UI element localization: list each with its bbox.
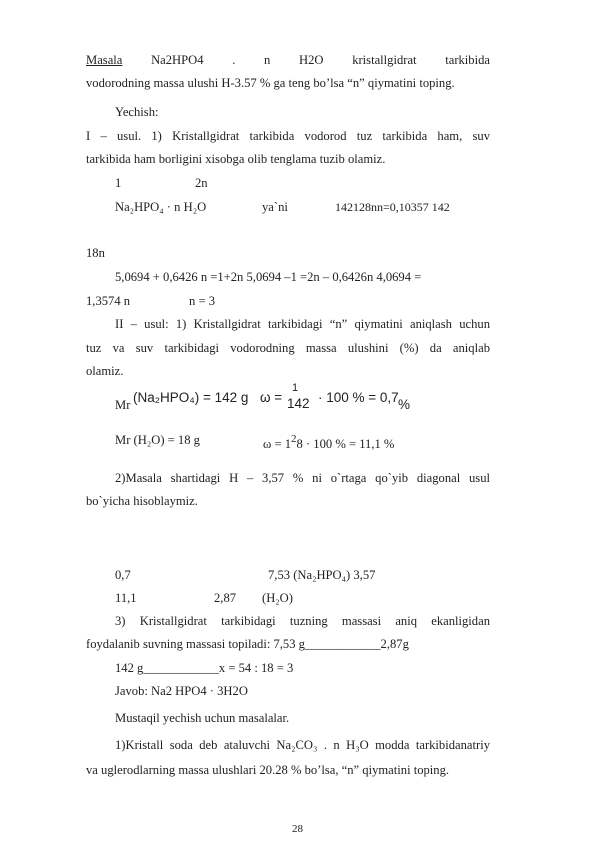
method1-line-2: tarkibida ham borligini xisobga olib tenglama tuzib olamiz. — [86, 152, 386, 166]
mr-prefix: Mr — [115, 398, 131, 412]
omega1-denominator: 142 — [287, 396, 310, 411]
step3-line-2b: 2,87g — [380, 637, 409, 651]
omega2-sup: 2 — [291, 433, 297, 445]
diagonal-right-1: 7,53 (Na₂HPO₄) 3,57 — [268, 568, 376, 582]
proportion-line — [115, 660, 293, 676]
eighteen-n: 18n — [86, 246, 105, 260]
mr-water: Mr (H₂O) = 18 g — [115, 433, 200, 447]
problem-text: Na2HPO4 . n H2O kristallgidrat tarkibida — [151, 53, 490, 67]
solution-heading: Yechish: — [115, 105, 159, 119]
diagonal-right-2: (H₂O) — [262, 591, 293, 605]
answer-line: Javob: Na2 HPO4 · 3H2O — [115, 684, 248, 698]
proportion-blank: ____________ — [143, 661, 219, 675]
problem-line-2: vodorodning massa ulushi H-3.57 % ga teng bo’lsa “n” qiymatini toping. — [86, 76, 455, 90]
calc-line-2b: n = 3 — [189, 294, 215, 308]
omega1-lhs: ω = — [260, 390, 283, 405]
proportion-b: x = 54 : 18 = 3 — [218, 661, 294, 675]
omega1-percent: % — [398, 397, 411, 412]
omega2-a: ω = 1 — [263, 437, 291, 452]
step2-line-2: bo`yicha hisoblaymiz. — [86, 494, 198, 508]
omega2 — [263, 432, 394, 452]
hydrate-formula: Na₂HPO₄ · n H₂O — [115, 200, 207, 214]
page-number: 28 — [292, 823, 303, 835]
equation-text: 142128nn=0,10357 142 — [335, 200, 450, 214]
step2-line-1: 2)Masala shartidagi H – 3,57 % ni o`rtaga qo`yib diagonal usul — [115, 471, 490, 485]
proportion-a: 142 g — [115, 661, 144, 675]
independent-heading: Mustaqil yechish uchun masalalar. — [115, 711, 290, 725]
mr-salt: (Na₂HPO₄) = 142 g — [133, 390, 249, 405]
coefficient-1: 1 — [115, 176, 122, 190]
diagonal-mid-2: 2,87 — [214, 591, 237, 605]
independent-problem-1-line-1: 1)Kristall soda deb ataluvchi Na₂CO₃ . n H₃O modda tarkibidanatriy — [115, 738, 490, 752]
omega1-numerator: 1 — [292, 382, 299, 394]
step3-line-2 — [86, 636, 409, 652]
omega2-b: 8 · 100 % = 11,1 % — [296, 437, 395, 452]
yani-text: ya`ni — [262, 200, 288, 214]
diagonal-left-1: 0,7 — [115, 568, 131, 582]
independent-problem-1-line-2: va uglerodlarning massa ulushlari 20.28 % bo’lsa, “n” qiymatini toping. — [86, 763, 450, 777]
calc-line-1: 5,0694 + 0,6426 n =1+2n 5,0694 –1 =2n – 0,6426n 4,0694 = — [115, 270, 422, 284]
step3-line-2a: foydalanib suvning massasi topiladi: 7,53 g — [86, 637, 305, 651]
step3-blank: ____________ — [304, 637, 381, 651]
problem-label: Masala — [86, 53, 123, 67]
method2-line-2: tuz va suv tarkibidagi vodorodning massa ulushini (%) da aniqlab — [86, 341, 490, 355]
diagonal-left-2: 11,1 — [115, 591, 137, 605]
method2-line-1: II – usul: 1) Kristallgidrat tarkibidagi “n” qiymatini aniqlash uchun — [115, 317, 490, 331]
calc-line-2a: 1,3574 n — [86, 294, 131, 308]
method1-line-1: I – usul. 1) Kristallgidrat tarkibida vodorod tuz tarkibida ham, suv — [86, 129, 490, 143]
method2-line-3: olamiz. — [86, 364, 124, 378]
coefficient-2n: 2n — [195, 176, 208, 190]
step3-line-1: 3) Kristallgidrat tarkibidagi tuzning massasi aniq ekanligidan — [115, 614, 490, 628]
problem-line-1 — [86, 52, 490, 68]
omega1-result: · 100 % = 0,7 — [318, 390, 399, 405]
